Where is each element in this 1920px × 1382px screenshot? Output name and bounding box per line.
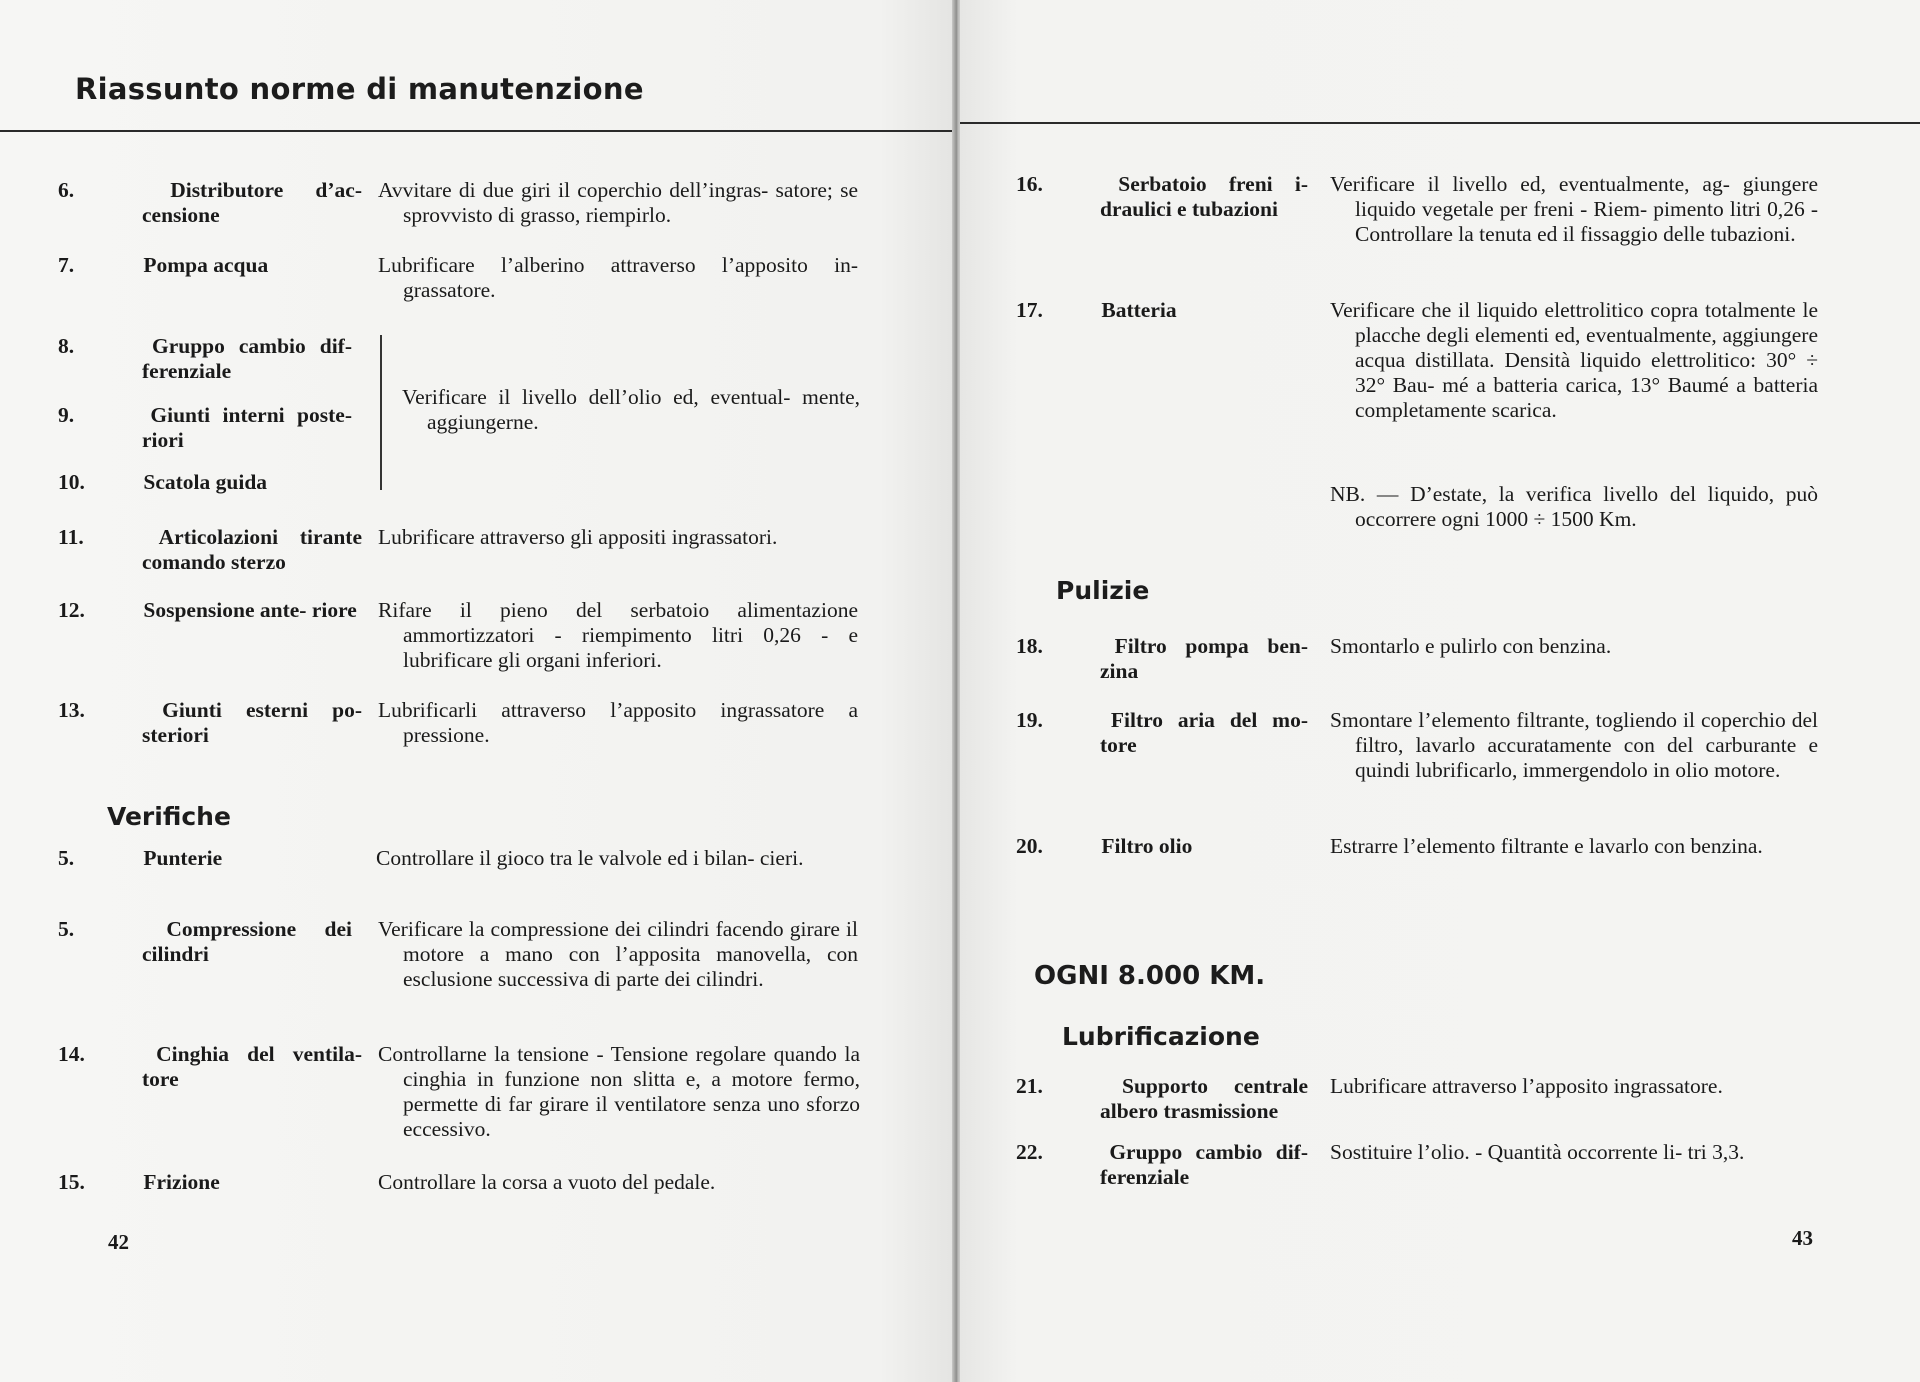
item-description: Estrarre l’elemento filtrante e lavarlo con benzina. (1330, 834, 1763, 858)
item-term: 12. Sospensione ante- riore (58, 598, 357, 622)
item-term: 11. Articolazioni tirante comando sterzo (58, 525, 362, 574)
item-term: 6. Distributore d’ac- censione (58, 178, 363, 227)
item-term: 21. Supporto centrale albero trasmissione (1016, 1074, 1309, 1123)
item-term: 7. Pompa acqua (58, 253, 269, 277)
item-term: 5. Punterie (58, 846, 223, 870)
section-heading-verifiche: Verifiche (107, 802, 231, 831)
item-term: 18. Filtro pompa ben- zina (1016, 634, 1308, 683)
item-description: Smontarlo e pulirlo con benzina. (1330, 634, 1612, 658)
header-rule (960, 122, 1920, 124)
grouped-description: Verificare il livello dell’olio ed, eventual- mente, aggiungerne. (402, 385, 860, 434)
section-heading-pulizie: Pulizie (1056, 576, 1150, 605)
item-description: Avvitare di due giri il coperchio dell’ingras- satore; se sprovvisto di grasso, riempirlo. (378, 178, 858, 227)
item-description: Lubrificare l’alberino attraverso l’apposito in- grassatore. (378, 253, 858, 302)
item-term: 14. Cinghia del ventila- tore (58, 1042, 362, 1091)
header-rule (0, 130, 955, 132)
item-term: 10. Scatola guida (58, 470, 268, 494)
grouping-brace (380, 335, 382, 490)
item-description: Controllare la corsa a vuoto del pedale. (378, 1170, 716, 1194)
section-heading-interval: OGNI 8.000 KM. (1034, 961, 1266, 991)
right-page (960, 0, 1920, 1382)
item-description: Controllare il gioco tra le valvole ed i bilan- cieri. (376, 846, 804, 870)
item-description: Lubrificare attraverso gli appositi ingrassatori. (378, 525, 778, 549)
item-term: 17. Batteria (1016, 298, 1177, 322)
item-description: Rifare il pieno del serbatoio alimentazione ammortizzatori - riempimento litri 0,26 - e lubrificare gli organi inferiori. (378, 598, 858, 672)
item-description: Smontare l’elemento filtrante, togliendo il coperchio del filtro, lavarlo accuratamente con del carburante e quindi lubrificarlo, immergendolo in olio motore. (1330, 708, 1818, 782)
item-description: Verificare la compressione dei cilindri facendo girare il motore a mano con l’apposita manovella, con esclusione successiva di parte dei cilindri. (378, 917, 858, 991)
page-number: 43 (1792, 1226, 1813, 1250)
item-description: Verificare che il liquido elettrolitico copra totalmente le placche degli elementi ed, eventualmente, aggiungere acqua distillata. Densità liquido elettrolitico: 30° ÷ 32° Bau- mé a batteria carica, 13° Baumé a batteria completamente scarica. (1330, 298, 1818, 422)
item-description: Sostituire l’olio. - Quantità occorrente li- tri 3,3. (1330, 1140, 1745, 1164)
page-number: 42 (108, 1230, 129, 1254)
item-term: 16. Serbatoio freni i- draulici e tubazioni (1016, 172, 1308, 221)
item-term: 13. Giunti esterni po- steriori (58, 698, 363, 747)
item-description: Lubrificarli attraverso l’apposito ingrassatore a pressione. (378, 698, 858, 747)
item-term: 15. Frizione (58, 1170, 220, 1194)
item-description: Verificare il livello ed, eventualmente, ag- giungere liquido vegetale per freni - Riem- pimento litri 0,26 - Controllare la tenuta ed il fissaggio delle tubazioni. (1330, 172, 1818, 246)
note: NB. — D’estate, la verifica livello del liquido, può occorrere ogni 1000 ÷ 1500 Km. (1330, 482, 1818, 531)
page-header-title: Riassunto norme di manutenzione (75, 72, 644, 106)
item-term: 5. Compressione dei cilindri (58, 917, 352, 966)
item-description: Controllarne la tensione - Tensione regolare quando la cinghia in funzione non slitta e, a motore fermo, permette di far girare il ventilatore senza uno sforzo eccessivo. (378, 1042, 860, 1141)
left-page (0, 0, 955, 1382)
item-term: 19. Filtro aria del mo- tore (1016, 708, 1309, 757)
item-term: 22. Gruppo cambio dif- ferenziale (1016, 1140, 1308, 1189)
item-term: 9. Giunti interni poste- riori (58, 403, 352, 452)
item-term: 8. Gruppo cambio dif- ferenziale (58, 334, 353, 383)
item-term: 20. Filtro olio (1016, 834, 1193, 858)
section-heading-lubrificazione: Lubrificazione (1062, 1022, 1260, 1051)
item-description: Lubrificare attraverso l’apposito ingrassatore. (1330, 1074, 1723, 1098)
